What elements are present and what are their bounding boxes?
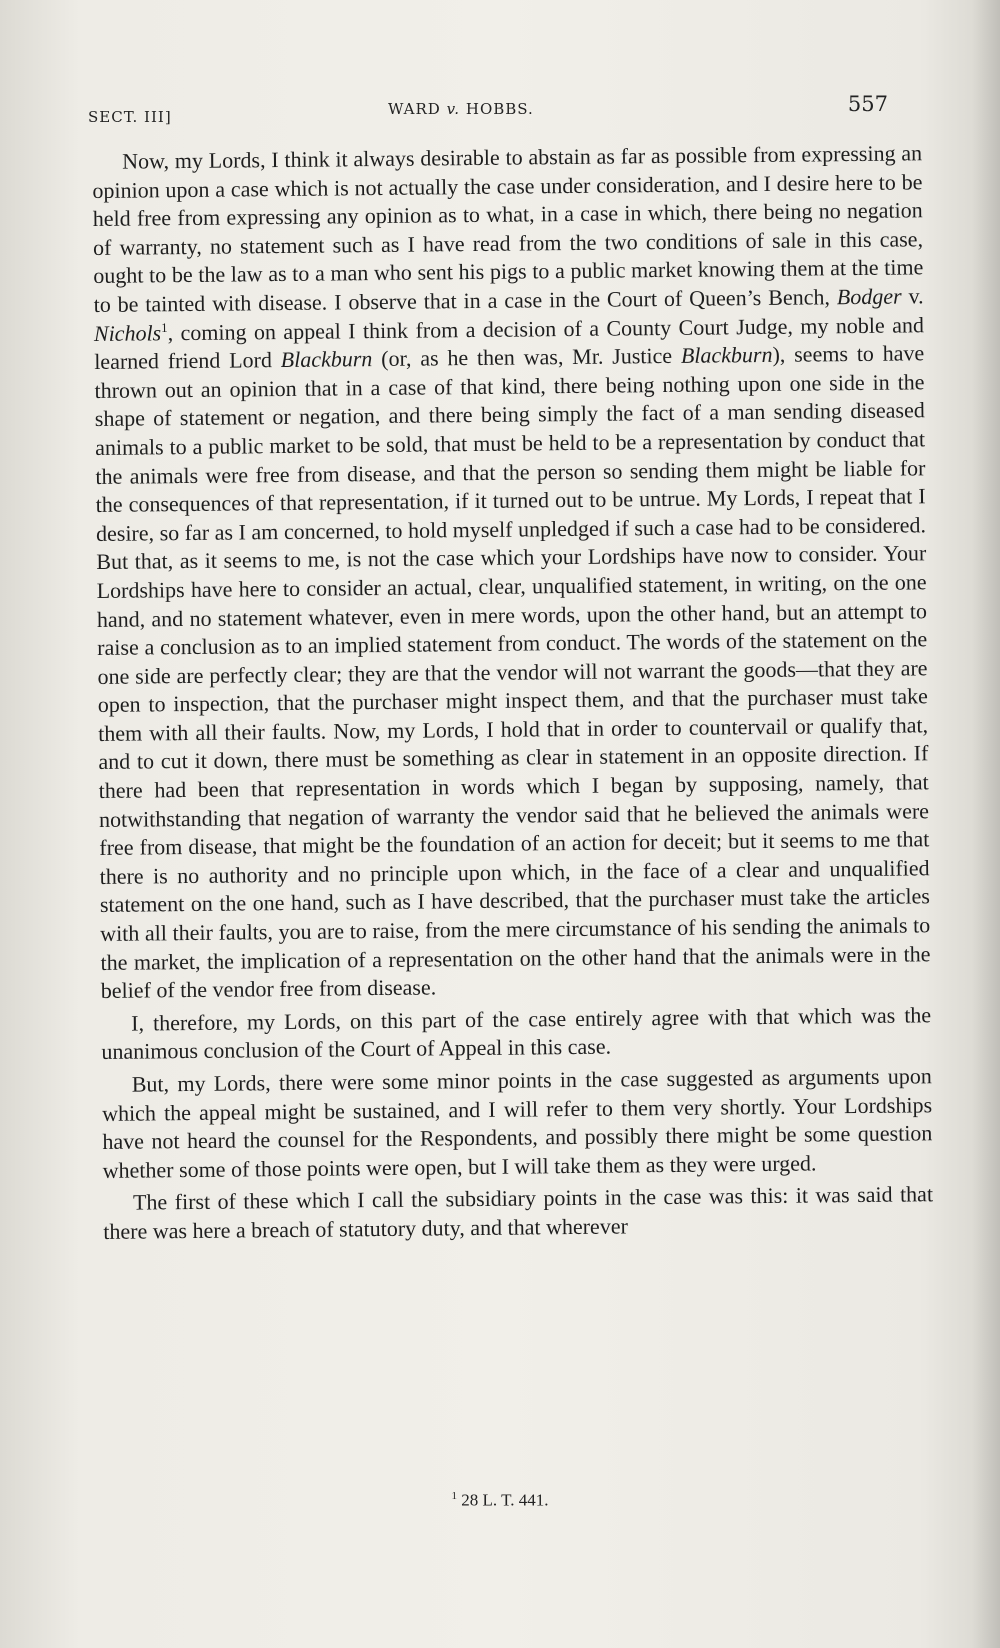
footnote [0,1490,1000,1511]
p1-text-b: , coming on appeal I think from a decision of a County Court Judge, my noble and learned friend Lord [94,311,925,375]
case-title-v: v. [446,100,461,118]
paragraph-1 [92,139,931,1005]
case-title-prefix: WARD [388,100,441,118]
main-text [92,139,933,1246]
section-label: SECT. III] [88,108,172,126]
page-spine-shadow [972,0,1000,1648]
case-name-nichols: Nichols [93,319,162,346]
footnote-text: 28 L. T. 441. [461,1490,549,1510]
p1-text-d: ), seems to have thrown out an opinion that in a case of that kind, there being nothing upon one side in the shape of statement or negation, and there being simply the fact of a man sending diseased animals to a public market to be sold, that must be held to be a representation by conduct that the animals were free from disease, and that the person so sending them might be liable for the consequences of that representation, if it turned out to be untrue. My Lords, I repeat that I desire, so far as I am concerned, to hold myself unpledged if such a case had to be considered. But that, as it seems to me, is not the case which your Lordships have now to consider. Your Lordships have here to consider an actual, clear, unqualified statement, in writing, on the one hand, and no statement whatever, even in mere words, upon the other hand, but an attempt to raise a conclusion as to an implied statement from conduct. The words of the statement on the one side are perfectly clear; they are that the vendor will not warrant the goods—that they are open to inspection, that the purchaser might inspect them, and that the purchaser must take them with all their faults. Now, my Lords, I hold that in order to countervail or qualify that, and to cut it down, there must be something as clear in statement in an opposite direction. If there had been that representation in words which I began by supposing, namely, that notwithstanding that negation of warranty the vendor said that he believed the animals were free from disease, that might be the foundation of an action for deceit; but it seems to me that there is no authority and no principle upon which, in the face of a clear and unqualified statement on the one hand, such as I have described, that the purchaser must take the articles with all their faults, you are to raise, from the mere circumstance of his sending the animals to the market, the implication of a representation on the other hand that the animals were in the belief of the vendor free from disease. [94,340,931,1004]
paragraph-3: But, my Lords, there were some minor points in the case suggested as arguments upon which the appeal might be sustained, and I will refer to them very shortly. Your Lordships have not heard the counsel for the Respondents, and possibly there might be some question whether some of those points were open, but I will take them as they were urged. [101,1063,933,1183]
case-title [388,100,534,118]
footnote-mark: 1 [451,1490,458,1502]
p1-text-c: (or, as he then was, Mr. Justice [372,343,682,372]
case-title-suffix: HOBBS. [465,100,534,118]
paragraph-4: The first of these which I call the subsidiary points in the case was this: it was said that there was here a breach of statutory duty, and that wherever [103,1181,934,1244]
page-number: 557 [847,92,888,116]
p1-versus: v. [901,283,924,309]
name-blackburn-1: Blackburn [280,346,373,373]
running-header [88,92,888,132]
footnote-marker: 1 [161,319,168,335]
paragraph-2: I, therefore, my Lords, on this part of the case entirely agree with that which was the unanimous conclusion of the Court of Appeal in this case. [101,1002,932,1065]
p1-text-a: Now, my Lords, I think it always desirable to abstain as far as possible from expressing an opinion upon a case which is not actually the case under consideration, and I desire here to be held free from expressing any opinion as to what, in a case in which, there being no negation of warranty, no statement such as I have read from the two conditions of sale in this case, ought to be the law as to a man who sent his pigs to a public market knowing them at the time to be tainted with disease. I observe that in a case in the Court of Queen’s Bench, [92,140,924,317]
case-name-bodger: Bodger [836,283,902,310]
name-blackburn-2: Blackburn [680,342,773,369]
